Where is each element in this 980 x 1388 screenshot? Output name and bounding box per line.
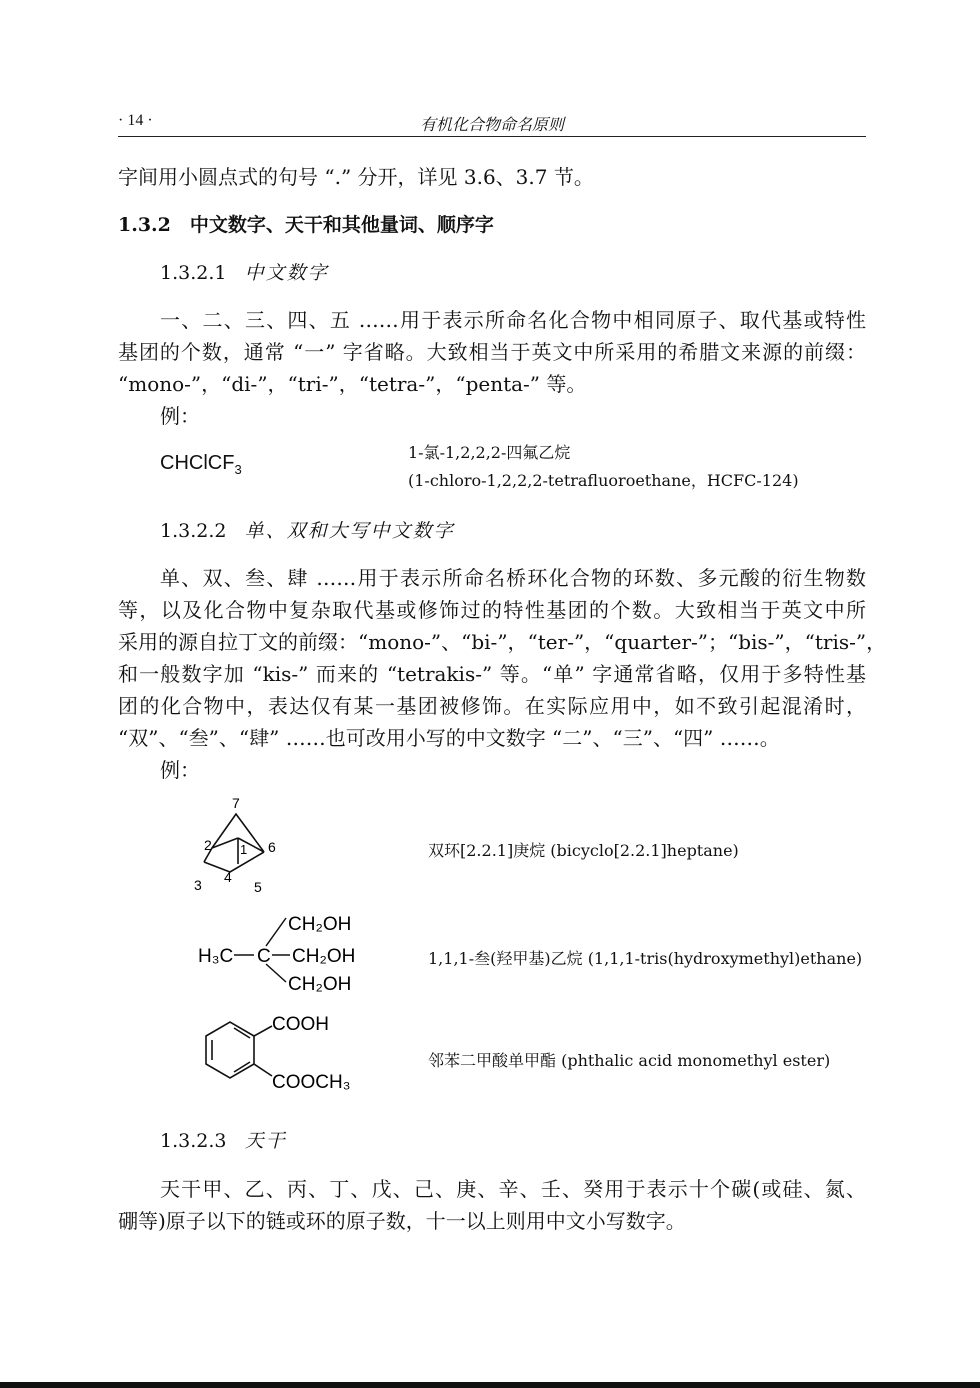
paragraph-line: 等，以及化合物中复杂取代基或修饰过的特性基团的个数。大致相当于英文中所 [118,598,866,622]
methyl-group: H₃C [198,946,234,967]
formula-main: CHClCF [160,452,235,474]
tris-hydroxymethyl-ethane-structure [196,906,386,998]
atom-label: 5 [254,879,262,895]
compound-name-cn: 1-氯-1,2,2,2-四氟乙烷 [408,443,571,462]
subsection-heading-3 [160,1128,287,1154]
paragraph-line: “mono-”，“di-”，“tri-”，“tetra-”，“penta-” 等。 [118,372,587,396]
scan-bottom-edge [0,1382,980,1388]
paragraph-line: “双”、“叁”、“肆” ……也可改用小写的中文数字 “二”、“三”、“四” ……。 [118,726,780,750]
subsection-heading-1 [160,260,329,286]
paragraph-line: 团的化合物中，表达仅有某一基团被修饰。在实际应用中，如不致引起混淆时， [118,694,866,718]
paragraph-line: 基团的个数，通常 “一” 字省略。大致相当于英文中所采用的希腊文来源的前缀： [118,340,866,364]
bicyclo-heptane-structure [190,790,290,900]
example-label: 例： [160,758,200,782]
phthalic-monoester-structure [196,1006,396,1106]
atom-label: 3 [194,877,202,893]
subsection-title: 中文数字 [244,262,329,284]
central-carbon: C [257,946,271,967]
page-number: · 14 · [118,112,153,129]
subsection-title: 天干 [244,1130,287,1152]
atom-label: 7 [232,795,240,811]
section-heading: 1.3.2 中文数字、天干和其他量词、顺序字 [118,214,494,236]
paragraph-line: 硼等)原子以下的链或环的原子数，十一以上则用中文小写数字。 [118,1209,686,1233]
compound-name: 邻苯二甲酸单甲酯 (phthalic acid monomethyl ester) [428,1051,831,1070]
ester-group: COOCH₃ [272,1072,351,1093]
subsection-heading-2 [160,518,455,544]
atom-label: 2 [204,837,212,853]
subsection-number: 1.3.2.1 [160,262,227,284]
page-header [118,108,866,136]
atom-label: 1 [240,842,248,857]
formula-subscript: 3 [234,462,242,477]
hydroxymethyl-group: CH₂OH [288,914,352,935]
compound-name-en: (1-chloro-1,2,2,2-tetrafluoroethane，HCFC-124) [408,471,799,490]
paragraph-line: 采用的源自拉丁文的前缀：“mono-”、“bi-”，“ter-”，“quarter-”；“bis-”，“tris-”， [118,630,887,654]
atom-label: 6 [268,839,276,855]
paragraph-line: 天干甲、乙、丙、丁、戊、己、庚、辛、壬、癸用于表示十个碳(或硅、氮、 [160,1177,866,1201]
carboxyl-group: COOH [272,1014,329,1035]
compound-name: 双环[2.2.1]庚烷 (bicyclo[2.2.1]heptane) [428,841,739,860]
paragraph-line: 一、二、三、四、五 ……用于表示所命名化合物中相同原子、取代基或特性 [160,308,866,332]
paragraph-line: 和一般数字加 “kis-” 而来的 “tetrakis-” 等。“单” 字通常省略，仅用于多特性基 [118,662,866,686]
compound-name: 1,1,1-叁(羟甲基)乙烷 (1,1,1-tris(hydroxymethyl)ethane) [428,949,863,968]
hydroxymethyl-group: CH₂OH [288,974,352,995]
intro-line: 字间用小圆点式的句号 “.” 分开，详见 3.6、3.7 节。 [118,165,594,189]
atom-label: 4 [224,869,232,885]
header-rule [118,136,866,137]
subsection-title: 单、双和大写中文数字 [244,520,455,542]
subsection-number: 1.3.2.2 [160,520,227,542]
example-label: 例： [160,404,200,428]
chemical-formula [160,450,242,483]
subsection-number: 1.3.2.3 [160,1130,227,1152]
hydroxymethyl-group: CH₂OH [292,946,356,967]
running-title: 有机化合物命名原则 [419,115,564,134]
paragraph-line: 单、双、叁、肆 ……用于表示所命名桥环化合物的环数、多元酸的衍生物数 [160,566,866,590]
